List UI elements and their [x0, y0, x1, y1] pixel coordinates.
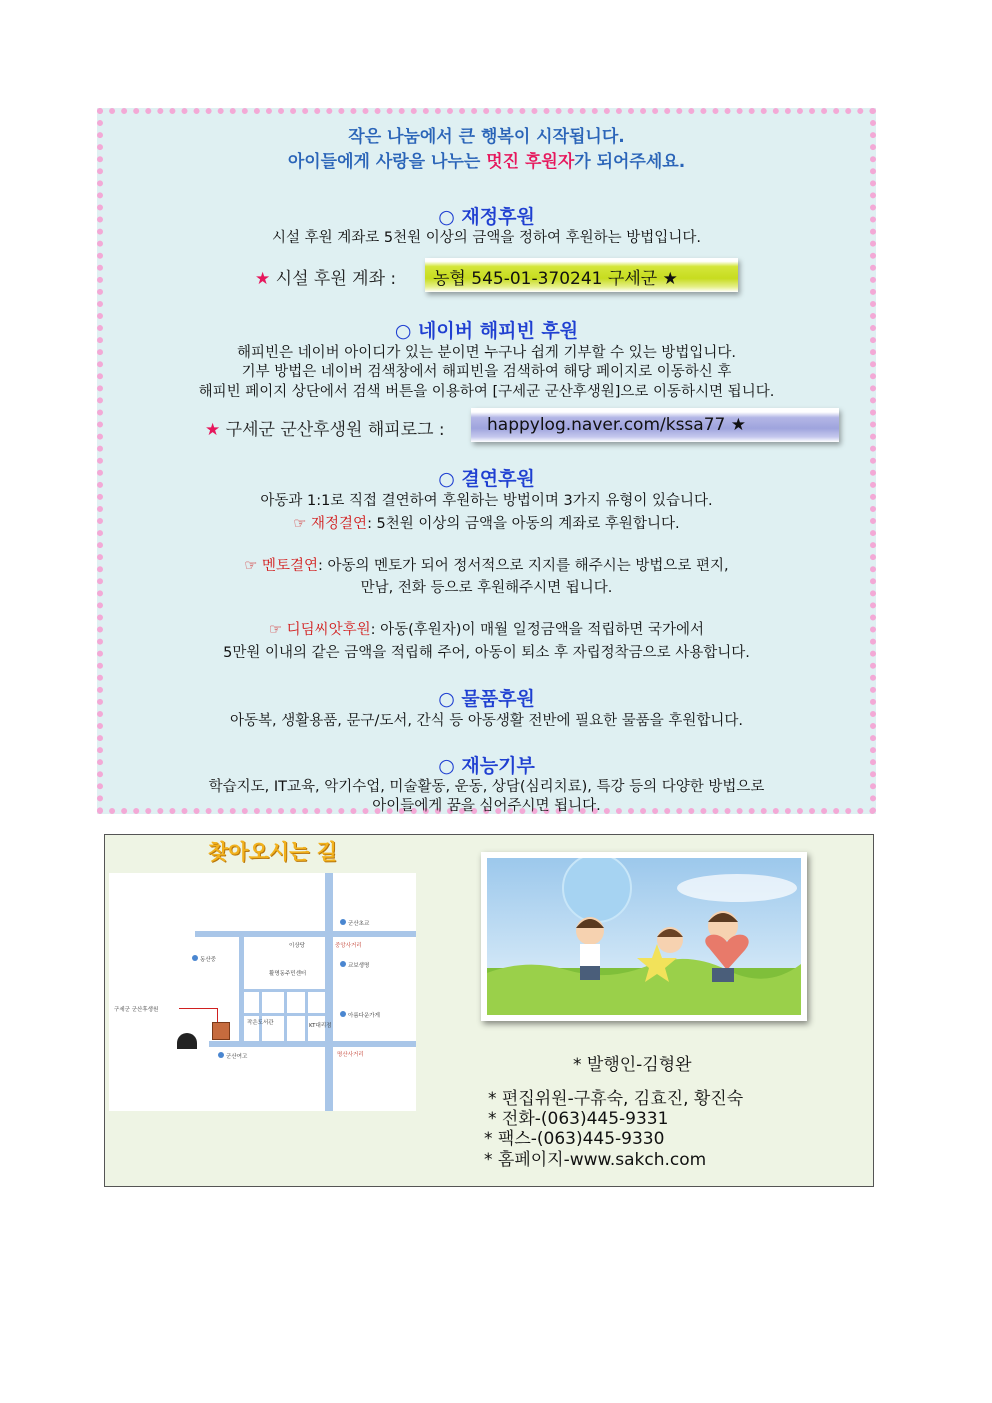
map-label-crossroad2: 명산사거리 [337, 1052, 364, 1058]
pointer-icon: ☞ [244, 558, 258, 574]
header-line2 [103, 147, 870, 172]
map-label-station: KT대리점 [309, 1023, 332, 1029]
road-vertical-main [325, 873, 333, 1111]
finance-title: ○ 재정후원 [438, 206, 535, 228]
sisterhood-type1 [103, 512, 870, 533]
pointer-icon: ☞ [268, 622, 282, 638]
sponsorship-panel [97, 108, 876, 814]
shop-marker [340, 1011, 346, 1017]
happylog-label-row [205, 415, 445, 440]
type1-name: 재정결연 [311, 516, 368, 532]
pointer-icon: ☞ [293, 516, 307, 532]
header-line1: 작은 나눔에서 큰 행복이 시작됩니다. [348, 127, 625, 147]
road-grid1 [259, 989, 262, 1045]
account-highlight [425, 258, 738, 292]
orphanage-pointer-drop [217, 1008, 218, 1022]
directions-title: 찾아오시는 길 [208, 840, 338, 864]
map-label-shop: 아름다운가게 [348, 1013, 380, 1019]
map-label-isangdang: 이상당 [289, 943, 305, 949]
goods-title: ○ 물품후원 [438, 688, 535, 710]
road-grid2 [284, 989, 287, 1045]
sisterhood-type2 [103, 554, 870, 575]
orphanage-pointer-line [179, 1008, 217, 1009]
school2-marker [218, 1052, 224, 1058]
kyobo-marker [340, 961, 346, 967]
map-label-kyobo: 교보생명 [348, 963, 370, 969]
sisterhood-desc: 아동과 1:1로 직접 결연하여 후원하는 방법이며 3가지 유형이 있습니다. [260, 493, 713, 509]
map-label-crossroad1: 중앙사거리 [335, 943, 362, 949]
happylog-label: 구세군 군산후생원 해피로그 : [225, 420, 445, 440]
header-highlight: 멋진 후원자 [486, 152, 575, 172]
star-icon: ★ [205, 420, 221, 440]
type2-desc1: : 아동의 멘토가 되어 정서적으로 지지를 해주시는 방법으로 편지, [318, 558, 729, 574]
finance-desc: 시설 후원 계좌로 5천원 이상의 금액을 정하여 후원하는 방법입니다. [272, 230, 701, 246]
publisher: * 발행인-김형완 [573, 1055, 692, 1075]
editors: * 편집위원-구휴숙, 김효진, 황진숙 [488, 1089, 744, 1109]
sisterhood-type3 [103, 618, 870, 639]
type1-desc: : 5천원 이상의 금액을 아동의 계좌로 후원합니다. [367, 516, 680, 532]
tunnel-icon [177, 1033, 197, 1049]
photo-frame [481, 852, 807, 1021]
type3-desc1: : 아동(후원자)이 매월 일정금액을 적립하면 국가에서 [370, 622, 705, 638]
map-label-church: 활명동주민센터 [269, 971, 307, 977]
orphanage-building-icon [212, 1022, 230, 1040]
talent-title: ○ 재능기부 [438, 755, 535, 777]
account-value[interactable]: 농협 545-01-370241 구세군 ★ [433, 269, 678, 289]
talent-desc1: 학습지도, IT교육, 악기수업, 미술활동, 운동, 상담(심리치료), 특강 등의 다양한 방법으로 [208, 779, 765, 795]
road-horizontal-top [195, 931, 416, 937]
map-label-school1: 군산초교 [348, 921, 370, 927]
happybean-desc3: 해피빈 페이지 상단에서 검색 버튼을 이용하여 [구세군 군산후생원]으로 이동하시면 됩니다. [198, 384, 775, 400]
phone: * 전화-(063)445-9331 [488, 1109, 669, 1129]
account-label-row [255, 264, 396, 289]
sisterhood-title: ○ 결연후원 [438, 468, 535, 490]
map-label-dongsan: 동산중 [200, 957, 216, 963]
school1-marker [340, 919, 346, 925]
type3-desc2: 5만원 이내의 같은 금액을 적립해 주어, 아동이 퇴소 후 자립정착금으로 사용합니다. [223, 645, 750, 661]
happylog-highlight [471, 408, 839, 442]
account-label: 시설 후원 계좌 : [275, 269, 397, 289]
type3-name: 디딤씨앗후원 [286, 622, 371, 638]
dongsan-marker [192, 955, 198, 961]
type2-name: 멘토결연 [262, 558, 319, 574]
location-map[interactable] [109, 873, 416, 1111]
goods-desc: 아동복, 생활용품, 문구/도서, 간식 등 아동생활 전반에 필요한 물품을 후원합니다. [229, 713, 744, 729]
homepage-link[interactable]: * 홈페이지-www.sakch.com [484, 1150, 707, 1170]
map-label-library: 작은도서관 [247, 1020, 274, 1026]
road-grid3 [305, 989, 308, 1045]
road-mid [239, 989, 325, 992]
star-icon: ★ [255, 269, 271, 289]
type2-desc2: 만남, 전화 등으로 후원해주시면 됩니다. [360, 580, 613, 596]
fax: * 팩스-(063)445-9330 [484, 1129, 665, 1149]
talent-desc2: 아이들에게 꿈을 심어주시면 됩니다. [372, 798, 601, 814]
happybean-desc2: 기부 방법은 네이버 검색창에서 해피빈을 검색하여 해당 페이지로 이동하신 후 [241, 364, 732, 380]
happybean-title: ○ 네이버 해피빈 후원 [394, 320, 579, 342]
map-label-orphanage: 구세군 군산후생원 [114, 1007, 159, 1013]
happylog-link[interactable]: happylog.naver.com/kssa77 ★ [487, 415, 746, 435]
happybean-desc1: 해피빈은 네이버 아이디가 있는 분이면 누구나 쉽게 기부할 수 있는 방법입니다. [237, 345, 736, 361]
children-illustration [487, 858, 801, 1015]
header-line2-start: 아이들에게 사랑을 나누는 [287, 152, 487, 172]
road-grid4 [239, 1013, 325, 1016]
header-line2-end: 가 되어주세요. [574, 152, 686, 172]
map-label-school2: 군산여고 [226, 1054, 248, 1060]
